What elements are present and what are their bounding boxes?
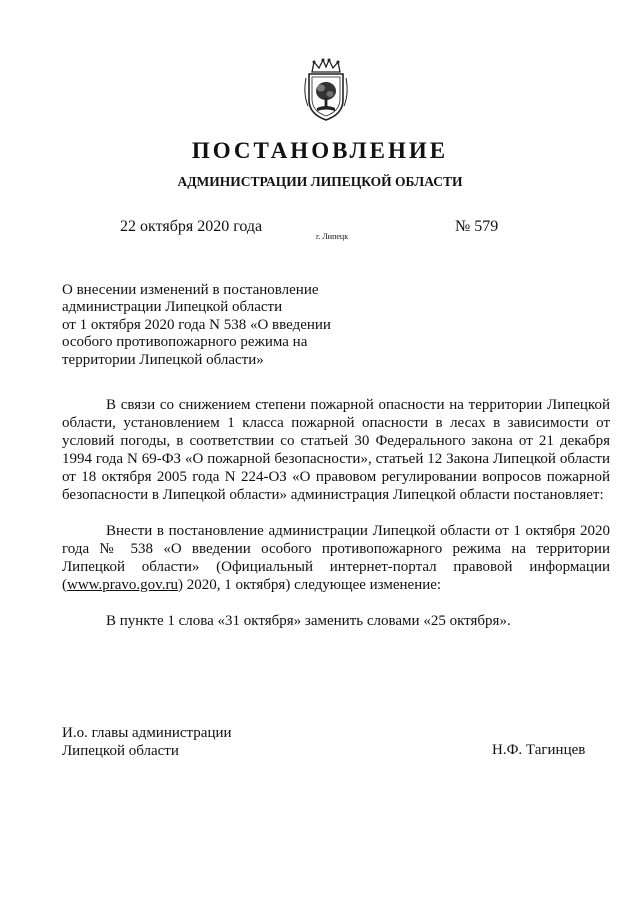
signatory-name: Н.Ф. Тагинцев — [492, 742, 586, 758]
document-issuer: АДМИНИСТРАЦИИ ЛИПЕЦКОЙ ОБЛАСТИ — [177, 174, 463, 189]
coat-of-arms-icon — [300, 58, 352, 124]
subject-line: от 1 октября 2020 года N 538 «О введении — [62, 316, 331, 333]
signatory-title-line: Липецкой области — [62, 743, 179, 759]
signatory-title — [62, 724, 232, 760]
amendment-text-end: ) 2020, 1 октября) следующее изменение: — [177, 577, 442, 593]
amendment-text: Внести в постановление администрации Липецкой области от 1 октября 2020 года № 538 «О введении особого противопожарного режима на территории Липецкой области» (Официальный интернет-портал правовой информации ( — [62, 523, 610, 593]
subject-line: особого противопожарного режима на — [62, 334, 308, 351]
document-body — [62, 396, 610, 648]
preamble-paragraph: В связи со снижением степени пожарной опасности на территории Липецкой области, установлением 1 класса пожарной опасности в лесах в зависимости от условий погоды, в соответствии со статьей 30 Федерального закона от 21 декабря 1994 года N 69-ФЗ «О пожарной безопасности», статьей 12 Закона Липецкой области от 18 октября 2005 года N 224-ОЗ «О правовом регулировании вопросов пожарной безопасности в Липецкой области» администрация Липецкой области постановляет: — [62, 397, 610, 503]
subject-line: территории Липецкой области» — [62, 351, 264, 368]
pravo-gov-link[interactable]: www.pravo.gov.ru — [67, 577, 178, 593]
document-date: 22 октября 2020 года — [120, 218, 263, 235]
subject-line: администрации Липецкой области — [62, 299, 283, 316]
document-subject — [62, 282, 362, 369]
amendment-paragraph — [62, 522, 610, 594]
document-type-title: ПОСТАНОВЛЕНИЕ — [191, 138, 449, 163]
document-number: № 579 — [455, 218, 499, 235]
subject-line: О внесении изменений в постановление — [62, 282, 319, 298]
signatory-title-line: И.о. главы администрации — [62, 725, 232, 741]
document-city: г. Липецк — [316, 232, 349, 241]
change-paragraph: В пункте 1 слова «31 октября» заменить словами «25 октября». — [106, 613, 511, 629]
